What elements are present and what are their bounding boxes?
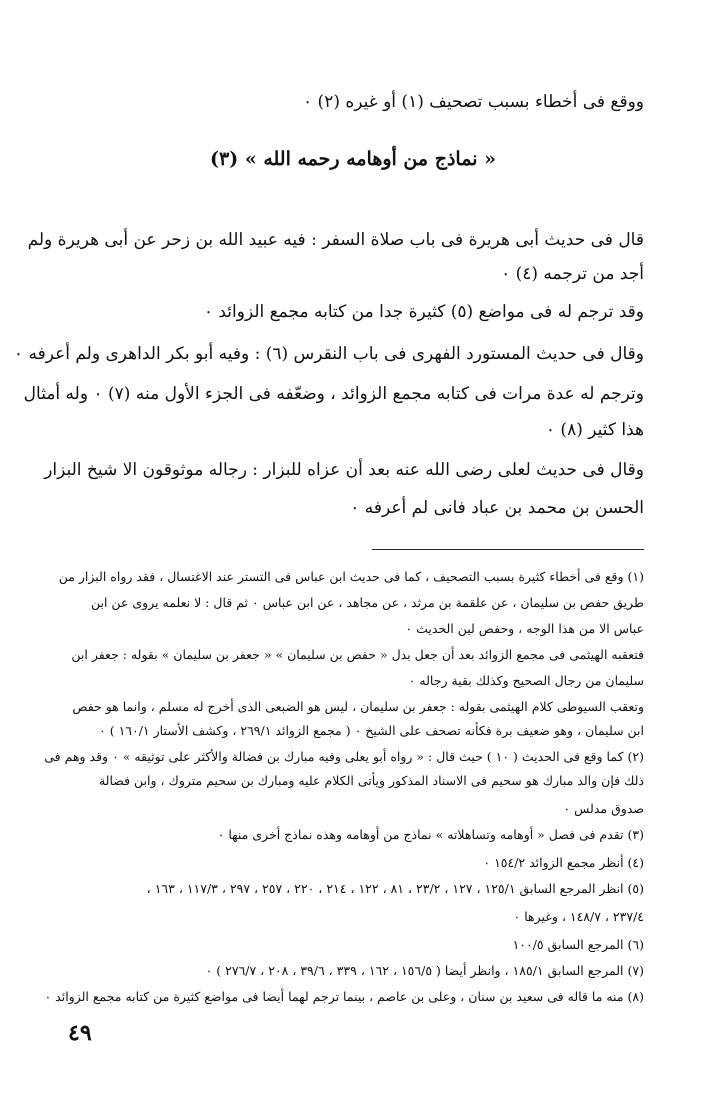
footnote-line: (٧) المرجع السابق ١٨٥/١ ، وانظر أيضا ( ١٥٦/٥ ، ١٦٢ ، ٣٣٩ ، ٣٩/٦ ، ٢٠٨ ، ٢٧٦/٧ ) ٠ [205, 963, 644, 978]
body-line: الحسن بن محمد بن عباد فانى لم أعرفه ٠ [350, 498, 644, 518]
footnote-separator [372, 549, 644, 550]
footnote-line: (٨) منه ما قاله فى سعيد بن سنان ، وعلى بن عاصم ، بينما ترجم لهما أيضا فى مواضع كثيرة من كتابه مجمع الزوائد ٠ [44, 989, 644, 1004]
footnote-line: طريق حفص بن سليمان ، عن علقمة بن مرثد ، عن مجاهد ، عن ابن عباس ٠ ثم قال : لا نعلمه يروى عن ابن [90, 595, 644, 610]
body-line: وترجم له عدة مرات فى كتابه مجمع الزوائد ، وضعّفه فى الجزء الأول منه (٧) ٠ وله أمثال [23, 384, 644, 404]
footnote-line: (٢) كما وقع فى الحديث ( ١٠ ) حيث قال : « رواه أبو يعلى وفيه مبارك بن فضالة والأكثر على توثيقه » ٠ وقد وهم فى [44, 749, 644, 764]
footnote-line: سليمان من رجال الصحيح وكذلك بقية رجاله ٠ [408, 673, 644, 688]
footnote-line: (٦) المرجع السابق ١٠٠/٥ [512, 937, 644, 952]
footnote-line: ابن سليمان ، وهو ضعيف برة فكأنه تصحف على الشيخ ٠ ( مجمع الزوائد ٢٦٩/١ ، وكشف الأستار ١٦٠/١ ) ٠ [99, 723, 644, 738]
body-line: وقال فى حديث لعلى رضى الله عنه بعد أن عزاه للبزار : رجاله موثوقون الا شيخ البزار [44, 460, 644, 480]
footnote-line: عباس الا من هذا الوجه ، وحفص لين الحديث ٠ [405, 621, 644, 636]
page-number: ٤٩ [68, 1020, 92, 1046]
section-heading: « نماذج من أوهامه رحمه الله » (٣) [210, 148, 496, 170]
footnote-line: صدوق مدلس ٠ [563, 801, 644, 816]
body-line: وقال فى حديث المستورد الفهرى فى باب النقرس (٦) : وفيه أبو بكر الداهرى ولم أعرفه ٠ [13, 344, 644, 364]
footnote-line: (١) وقع فى أخطاء كثيرة بسبب التصحيف ، كما فى حديث ابن عباس فى التستر عند الاغتسال ، فقد رواه البزار من [58, 569, 644, 584]
body-line: أجد من ترجمه (٤) ٠ [501, 264, 644, 284]
footnote-line: فتعقبه الهيثمى فى مجمع الزوائد بعد أن جعل بدل « حفص بن سليمان » « جعفر بن سليمان » بقوله : جعفر ابن [71, 647, 644, 662]
intro-line: ووقع فى أخطاء بسبب تصحيف (١) أو غيره (٢) ٠ [303, 92, 644, 112]
body-line: وقد ترجم له فى مواضع (٥) كثيرة جدا من كتابه مجمع الزوائد ٠ [203, 302, 644, 322]
footnote-line: (٣) تقدم فى فصل « أوهامه وتساهلاته » نماذج من أوهامه وهذه نماذج أخرى منها ٠ [217, 827, 644, 842]
footnote-line: ٢٣٧/٤ ، ١٤٨/٧ ، وغيرها ٠ [513, 909, 644, 924]
body-line: هذا كثير (٨) ٠ [545, 420, 644, 440]
footnote-line: (٤) أنظر مجمع الزوائد ١٥٤/٢ ٠ [483, 855, 644, 870]
body-line: قال فى حديث أبى هريرة فى باب صلاة السفر : فيه عبيد الله بن زحر عن أبى هريرة ولم [27, 230, 644, 250]
footnote-line: وتعقب السيوطى كلام الهيثمى بقوله : جعفر بن سليمان ، ليس هو الضبعى الذى أخرج له مسلم ، وانما هو حفص [72, 699, 644, 714]
footnote-line: ذلك فإن والد مبارك هو سحيم فى الاسناد المذكور ويأتى الكلام عليه ومبارك بن سحيم متروك ، وابن فضالة [98, 773, 644, 788]
footnote-line: (٥) انظر المرجع السابق ١٢٥/١ ، ١٢٧ ، ٢٣/٢ ، ٨١ ، ١٢٢ ، ٢١٤ ، ٢٢٠ ، ٢٥٧ ، ٢٩٧ ، ١١٧/٣ ، ١٦٣ ، [146, 881, 644, 896]
